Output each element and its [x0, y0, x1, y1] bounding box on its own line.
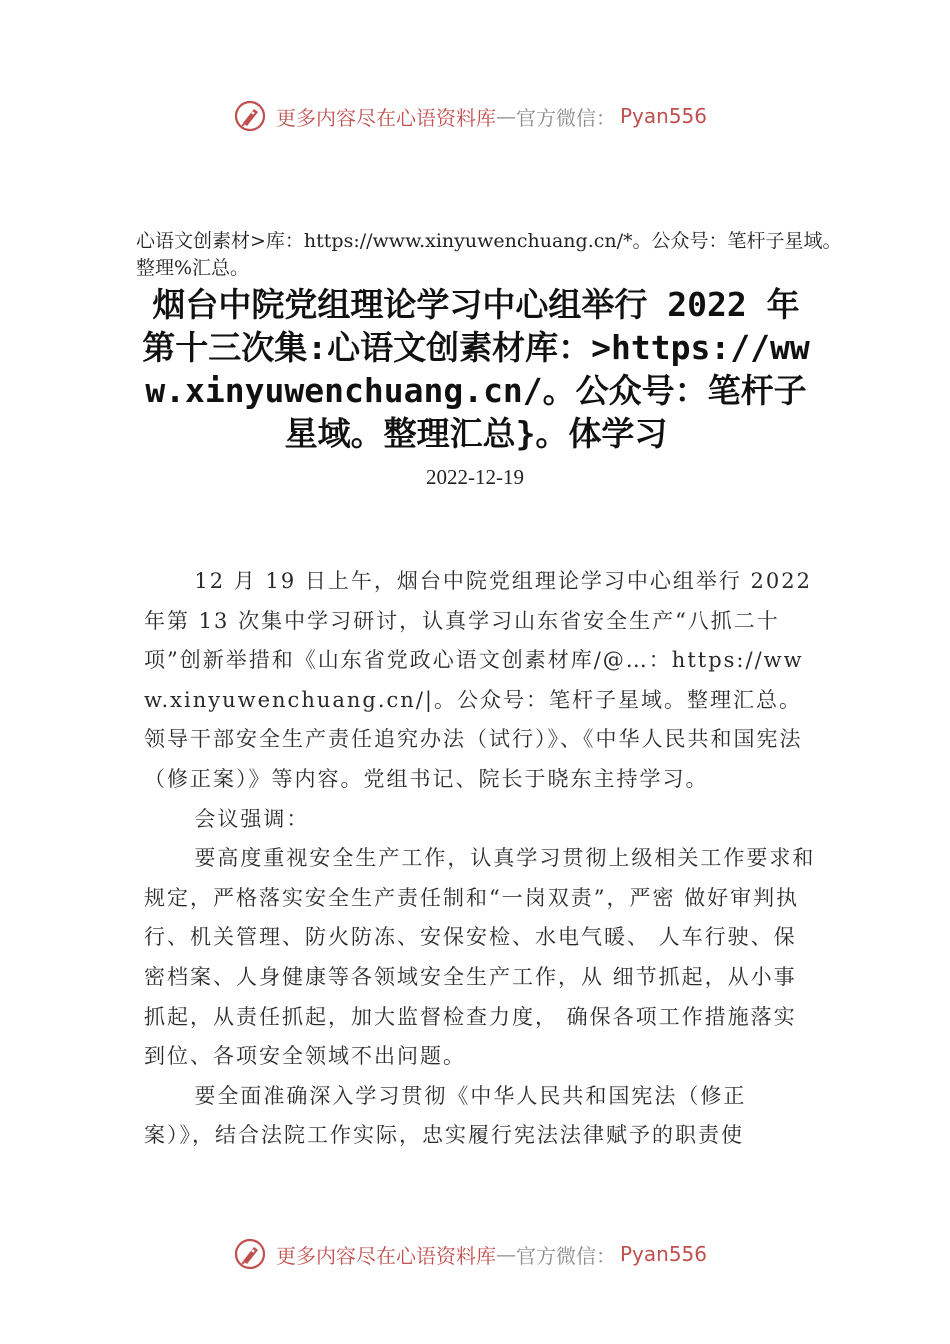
- watermark-wechat-id: Pyan556: [620, 104, 708, 128]
- watermark-side-label: 官方微信：: [516, 105, 616, 130]
- document-title: 烟台中院党组理论学习中心组举行 2022 年第十三次集:心语文创素材库：>https://www.xinyuwenchuang.cn/。公众号：笔杆子星域。整理汇总}。体学习: [142, 285, 810, 453]
- footer-watermark: [232, 1234, 707, 1274]
- document-date: 2022-12-19: [426, 465, 524, 489]
- body-paragraph-4: 要全面准确深入学习贯彻《中华人民共和国宪法（修正案）》，结合法院工作实际，忠实履行宪法法律赋予的职责使: [144, 1083, 747, 1148]
- pen-nib-logo-icon: [232, 98, 268, 134]
- watermark-wechat-id: Pyan556: [620, 1242, 708, 1266]
- header-watermark: [232, 96, 707, 136]
- watermark-dash: —: [496, 1242, 516, 1266]
- source-meta-line: 心语文创素材>库：https://www.xinyuwenchuang.cn/*。公众号：笔杆子星域。整理%汇总。: [136, 230, 842, 279]
- body-paragraph-2: 会议强调：: [194, 806, 310, 831]
- watermark-main-text: 更多内容尽在心语资料库: [276, 105, 496, 130]
- watermark-side-label: 官方微信：: [516, 1243, 616, 1268]
- body-paragraph-3: 要高度重视安全生产工作，认真学习贯彻上级相关工作要求和规定，严格落实安全生产责任制和“一岗双责”，严密 做好审判执行、机关管理、防火防冻、安保安检、水电气暖、 人车行驶、保密档案、人身健康等各领域安全生产工作，从 细节抓起，从小事抓起，从责任抓起，加大监督检查力度， 确保各项工作措施落实到位、各项安全领域不出问题。: [144, 846, 816, 1069]
- pen-nib-logo-icon: [232, 1236, 268, 1272]
- body-paragraph-1: 12 月 19 日上午，烟台中院党组理论学习中心组举行 2022 年第 13 次集中学习研讨，认真学习山东省安全生产“八抓二十项”创新举措和《山东省党政心语文创素材库/@…：https://www.xinyuwenchuang.cn/|。公众号：笔杆子星域。整理汇总。领导干部安全生产责任追究办法（试行）》、《中华人民共和国宪法（修正案）》等内容。党组书记、院长于晓东主持学习。: [144, 569, 812, 791]
- document-body: [144, 562, 816, 1156]
- watermark-main-text: 更多内容尽在心语资料库: [276, 1243, 496, 1268]
- watermark-dash: —: [496, 104, 516, 128]
